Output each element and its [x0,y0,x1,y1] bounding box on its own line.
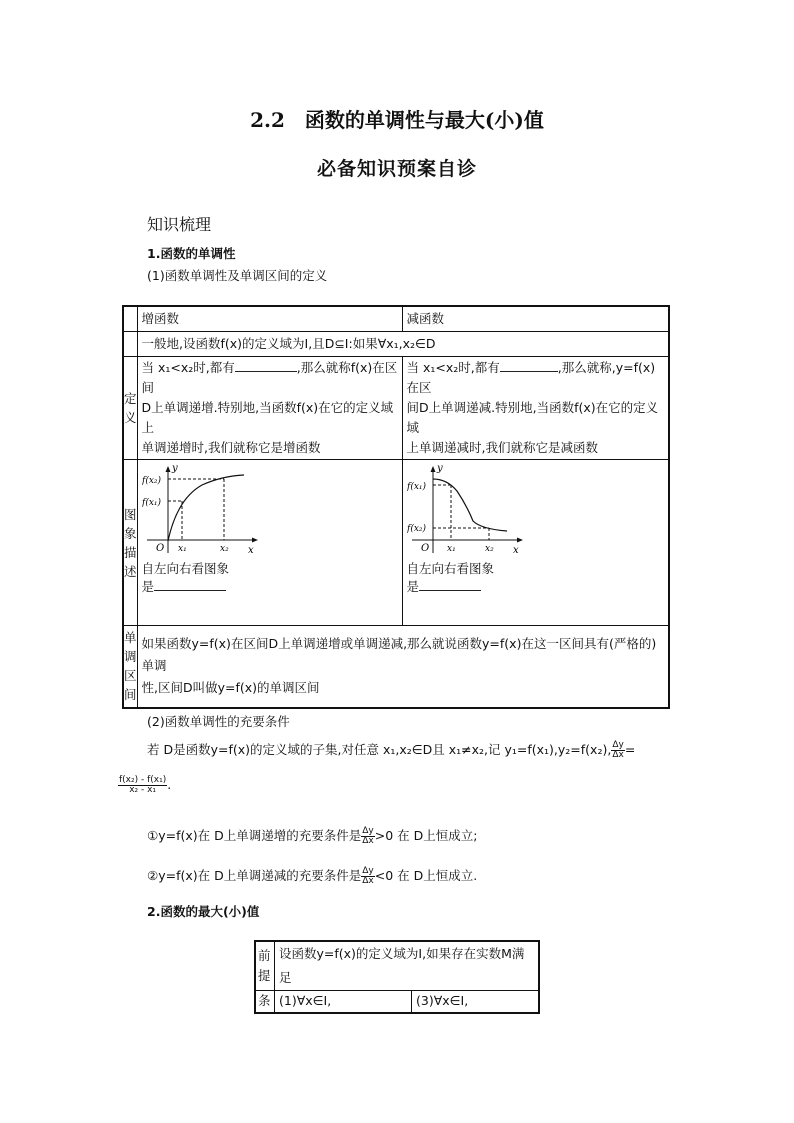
header-decreasing: 减函数 [402,306,669,332]
blank-inc-condition [235,359,297,372]
x-axis-label: x [247,545,254,556]
fx1-label: f(x₁) [406,482,426,492]
sub2-heading: (2)函数单调性的充要条件 [147,714,290,729]
label-interval: 单 调 区 间 [123,626,137,708]
condition-3: (3)∀x∈I, [412,991,540,1013]
difference-quotient: $\frac{\text{f(x₂) - f(x₁)}}{\text{x₂ - x₁}}$ . [119,775,172,795]
page-title: 2.2 函数的单调性与最大(小)值 [250,108,544,132]
knowledge-heading: 知识梳理 [147,215,212,234]
label-condition: 条 [255,991,275,1013]
premise-text: 设函数y=f(x)的定义域为I,如果存在实数M满足 [275,941,540,991]
x2-label: x₂ [484,544,494,554]
section1-sub1: (1)函数单调性及单调区间的定义 [147,268,328,283]
section2-heading: 2.函数的最大(小)值 [147,904,260,919]
x1-label: x₁ [446,544,456,554]
increasing-definition: 当 x₁<x₂时,都有 ,那么就称f(x)在区间 D上单调递增.特别地,当函数f(x)在它的定义域上 单调递增时,我们就称它是增函数 [137,357,402,460]
decreasing-graph-caption: 自左向右看图象 [406,561,495,576]
decreasing-definition: 当 x₁<x₂时,都有 ,那么就称,y=f(x)在区 间D上单调递减.特别地,当函数f(x)在它的定义域 上单调递减时,我们就称它是减函数 [402,357,669,460]
condition-increasing: ①y=f(x)在 D上单调递增的充要条件是 $\frac{\Delta y}{\Delta x}$ >0 在 D上恒成立; [147,826,478,846]
blank-inc-graph [154,578,226,591]
condition-decreasing: ②y=f(x)在 D上单调递减的充要条件是 $\frac{\Delta y}{\Delta x}$ <0 在 D上恒成立. [147,866,478,886]
max-min-table [254,940,540,1014]
decreasing-function-graph [407,461,533,556]
y-axis-label: y [436,463,443,474]
fx2-label: f(x₂) [406,524,426,534]
header-increasing: 增函数 [137,306,402,332]
decreasing-graph-blank-line: 是 [407,578,664,596]
condition-1: (1)∀x∈I, [275,991,412,1013]
label-definition: 定 义 [123,357,137,460]
x2-label: x₂ [219,544,229,554]
fx1-label: f(x₁) [141,498,161,508]
increasing-function-graph [142,461,268,556]
sub2-line1: 若 D是函数y=f(x)的定义域的子集,对任意 x₁,x₂∈D且 x₁≠x₂,记 y₁=f(x₁),y₂=f(x₂), $\frac{\Delta y}{\Delta x}$ = [147,740,636,760]
blank-dec-graph [419,578,481,591]
origin-label: O [420,543,429,554]
monotonicity-table [122,305,670,709]
interval-definition: 如果函数y=f(x)在区间D上单调递增或单调递减,那么就说函数y=f(x)在这一区间具有(严格的)单调 性,区间D叫做y=f(x)的单调区间 [137,626,669,708]
decreasing-graph-cell [402,460,669,626]
general-definition: 一般地,设函数f(x)的定义域为I,且D⊆I:如果∀x₁,x₂∈D [137,332,669,357]
label-graph: 图 象 描 述 [123,460,137,626]
section-subtitle: 必备知识预案自诊 [316,158,477,180]
increasing-graph-cell [137,460,402,626]
section1-heading: 1.函数的单调性 [147,246,236,261]
blank-dec-condition [500,359,558,372]
increasing-graph-blank-line: 是 [142,578,398,596]
increasing-graph-caption: 自左向右看图象 [141,561,230,576]
origin-label: O [155,543,164,554]
x-axis-label: x [512,545,519,556]
label-premise: 前 提 [255,941,275,991]
fx2-label: f(x₂) [141,476,161,486]
x1-label: x₁ [177,544,187,554]
y-axis-label: y [171,463,178,474]
